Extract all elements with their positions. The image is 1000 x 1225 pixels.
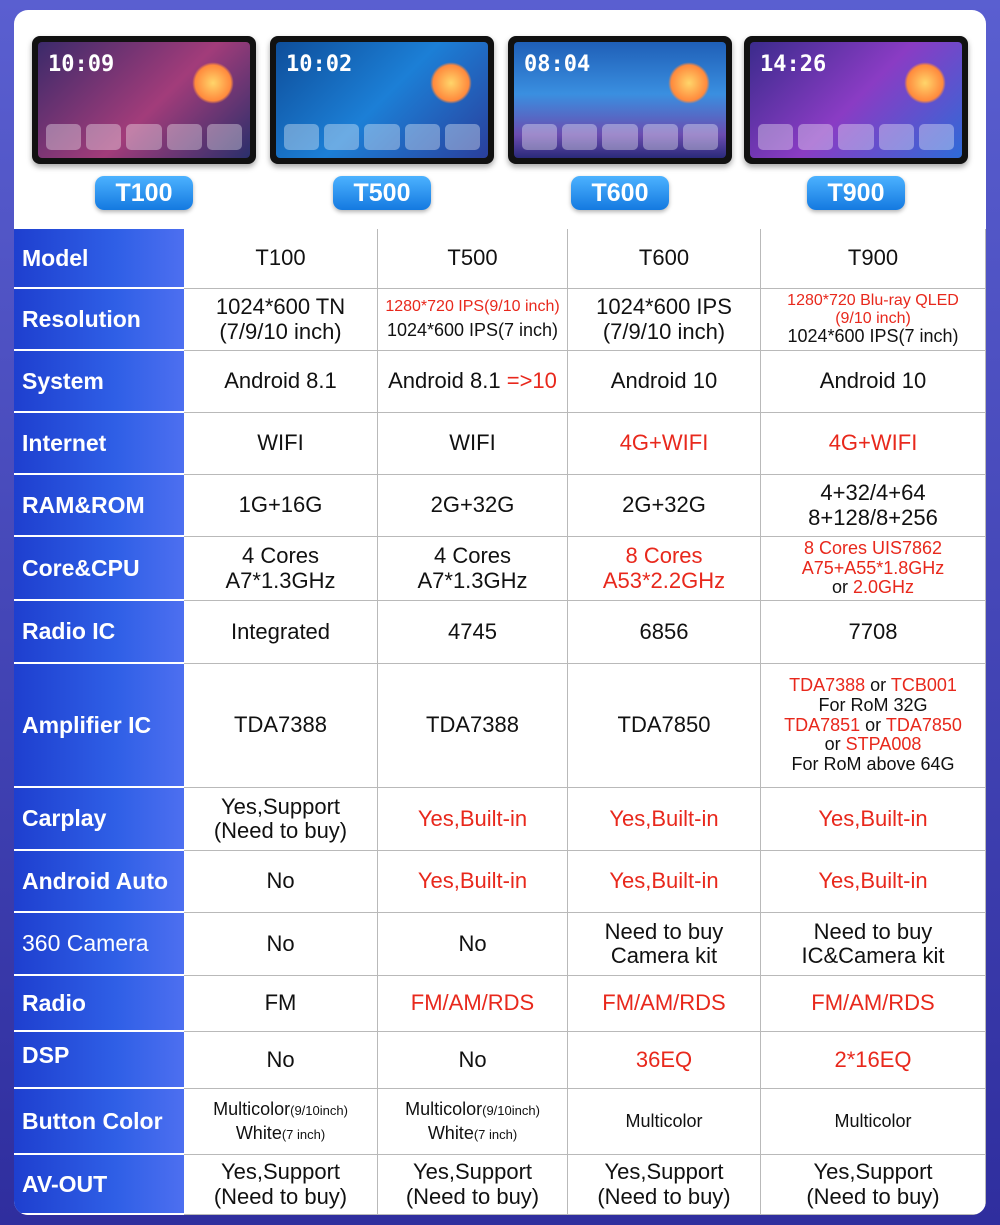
cell-text: Android 10 xyxy=(610,368,718,394)
cell-text: (7 inch) xyxy=(281,1126,326,1142)
row-label: DSP xyxy=(14,1032,184,1089)
cell-text: T100 xyxy=(255,245,306,271)
table-row xyxy=(14,601,986,664)
cell-text: T600 xyxy=(638,245,690,271)
table-row xyxy=(14,913,986,976)
cell-text: For RoM 32G xyxy=(818,694,928,715)
cell-text: No xyxy=(266,1046,295,1072)
head-unit-image xyxy=(270,36,494,164)
table-cell xyxy=(378,1155,568,1215)
row-label: Amplifier IC xyxy=(14,664,184,788)
table-cell xyxy=(378,351,568,413)
cell-text: Need to buy xyxy=(813,918,933,944)
table-cell xyxy=(761,851,986,913)
cell-text: Yes,Built-in xyxy=(417,805,528,831)
cell-text: (7/9/10 inch) xyxy=(219,318,342,344)
cell-text: Yes,Built-in xyxy=(417,868,528,894)
table-row xyxy=(14,289,986,351)
cell-text: 4 Cores xyxy=(241,543,320,569)
table-cell xyxy=(568,537,761,601)
row-label: AV-OUT xyxy=(14,1155,184,1215)
model-badge: T900 xyxy=(807,176,905,210)
table-cell xyxy=(761,601,986,664)
cell-text: TDA7851 xyxy=(784,714,861,735)
cell-text: TCB001 xyxy=(890,675,957,695)
cell-text: STPA008 xyxy=(845,734,922,755)
cell-text: 8 Cores xyxy=(625,543,703,569)
table-cell xyxy=(568,229,761,289)
product-header xyxy=(14,10,986,225)
cell-text: No xyxy=(266,930,295,956)
table-cell xyxy=(568,976,761,1032)
table-cell xyxy=(378,913,568,976)
table-cell xyxy=(761,1032,986,1089)
table-cell xyxy=(378,851,568,913)
cell-text: (Need to buy) xyxy=(597,1183,731,1209)
row-label: Button Color xyxy=(14,1089,184,1155)
cell-text: 1024*600 TN xyxy=(215,294,346,320)
model-badge: T600 xyxy=(571,176,669,210)
product-t500 xyxy=(270,36,494,226)
cell-text: 8 Cores UIS7862 xyxy=(803,537,943,558)
product-t900 xyxy=(744,36,968,226)
cell-text: 4+32/4+64 xyxy=(820,480,926,506)
head-unit-image xyxy=(508,36,732,164)
cell-text: (Need to buy) xyxy=(213,1183,348,1209)
cell-text: Multicolor xyxy=(625,1110,703,1131)
screen-graphic xyxy=(668,62,710,104)
comparison-card xyxy=(14,10,986,1215)
table-cell xyxy=(378,289,568,351)
cell-text: 1280*720 IPS(9/10 inch) xyxy=(385,297,560,315)
cell-text: (Need to buy) xyxy=(405,1183,540,1209)
table-cell xyxy=(568,788,761,851)
table-row xyxy=(14,1089,986,1155)
table-cell xyxy=(184,1032,378,1089)
head-unit-image xyxy=(744,36,968,164)
table-cell xyxy=(761,664,986,788)
table-cell xyxy=(378,601,568,664)
table-cell xyxy=(184,1155,378,1215)
cell-text: (Need to buy) xyxy=(806,1183,940,1209)
table-cell xyxy=(184,1089,378,1155)
row-label: RAM&ROM xyxy=(14,475,184,537)
table-row xyxy=(14,537,986,601)
cell-text: 7708 xyxy=(848,618,898,644)
table-cell xyxy=(761,475,986,537)
table-cell xyxy=(761,289,986,351)
table-cell xyxy=(761,913,986,976)
cell-text: 2G+32G xyxy=(430,492,515,518)
table-cell xyxy=(761,788,986,851)
table-cell xyxy=(378,976,568,1032)
cell-text: Multicolor xyxy=(405,1098,483,1119)
cell-text: T500 xyxy=(447,245,498,271)
cell-text: TDA7850 xyxy=(617,712,711,738)
cell-text: 4G+WIFI xyxy=(619,430,709,456)
cell-text: 1024*600 IPS(7 inch) xyxy=(787,326,959,347)
cell-text: or xyxy=(870,675,887,695)
cell-text: (9/10inch) xyxy=(290,1102,348,1118)
cell-text: 2G+32G xyxy=(622,492,706,518)
table-cell xyxy=(568,351,761,413)
cell-text: (Need to buy) xyxy=(213,818,348,843)
cell-text: A75+A55*1.8GHz xyxy=(801,557,945,578)
table-cell xyxy=(761,229,986,289)
table-cell xyxy=(568,851,761,913)
table-cell xyxy=(761,537,986,601)
cell-text: No xyxy=(266,868,295,894)
cell-text: A53*2.2GHz xyxy=(602,567,726,593)
table-cell xyxy=(761,976,986,1032)
cell-text: 2.0GHz xyxy=(853,577,915,598)
cell-text: Yes,Support xyxy=(220,793,341,819)
table-cell xyxy=(378,788,568,851)
cell-text: Android 8.1 xyxy=(224,368,337,394)
cell-text: WIFI xyxy=(257,430,304,456)
table-cell xyxy=(568,289,761,351)
cell-text: No xyxy=(458,930,487,956)
table-cell xyxy=(184,976,378,1032)
cell-text: Integrated xyxy=(230,618,331,644)
cell-text: Yes,Support xyxy=(220,1159,341,1185)
cell-text: 1280*720 Blu-ray QLED xyxy=(787,292,959,309)
table-cell xyxy=(568,664,761,788)
table-cell xyxy=(568,601,761,664)
cell-text: Yes,Built-in xyxy=(609,868,719,894)
screen-clock: 08:04 xyxy=(524,52,591,77)
cell-text: or xyxy=(831,577,848,598)
row-label: Android Auto xyxy=(14,851,184,913)
cell-text: (7/9/10 inch) xyxy=(602,318,726,344)
row-label: 360 Camera xyxy=(14,913,184,976)
table-row xyxy=(14,351,986,413)
table-cell xyxy=(568,475,761,537)
table-cell xyxy=(184,351,378,413)
table-cell xyxy=(184,289,378,351)
table-cell xyxy=(184,788,378,851)
table-cell xyxy=(378,1032,568,1089)
cell-text: White xyxy=(235,1122,282,1143)
table-cell xyxy=(184,537,378,601)
row-label: Radio xyxy=(14,976,184,1032)
table-row xyxy=(14,788,986,851)
table-cell xyxy=(378,537,568,601)
screen-clock: 10:09 xyxy=(48,52,115,77)
cell-text: (7 inch) xyxy=(473,1126,518,1142)
table-cell xyxy=(184,601,378,664)
cell-text: Yes,Built-in xyxy=(818,868,928,894)
cell-text: 4 Cores xyxy=(433,543,512,569)
cell-text: 4G+WIFI xyxy=(828,430,918,456)
table-cell xyxy=(378,475,568,537)
cell-text: TDA7850 xyxy=(885,714,962,735)
cell-text: (9/10 inch) xyxy=(835,309,911,327)
screen-graphic xyxy=(192,62,234,104)
row-label: Resolution xyxy=(14,289,184,351)
table-cell xyxy=(378,229,568,289)
cell-text: Yes,Built-in xyxy=(818,805,928,831)
cell-text: Yes,Support xyxy=(412,1159,533,1185)
row-label: Model xyxy=(14,229,184,289)
table-row xyxy=(14,1032,986,1089)
table-cell xyxy=(184,475,378,537)
row-label: Core&CPU xyxy=(14,537,184,601)
cell-text: Android 10 xyxy=(819,368,927,394)
screen-graphic xyxy=(430,62,472,104)
cell-text: Yes,Support xyxy=(813,1159,933,1185)
table-cell xyxy=(568,1089,761,1155)
cell-text: TDA7388 xyxy=(234,712,327,738)
cell-text: FM xyxy=(264,990,297,1016)
table-row xyxy=(14,976,986,1032)
cell-text: Need to buy xyxy=(604,918,724,944)
head-unit-image xyxy=(32,36,256,164)
table-row xyxy=(14,413,986,475)
cell-text: 2*16EQ xyxy=(834,1046,912,1072)
product-t100 xyxy=(32,36,256,226)
cell-text: (9/10inch) xyxy=(482,1102,540,1118)
cell-text: or xyxy=(865,714,882,735)
cell-text: No xyxy=(458,1046,487,1072)
cell-text: 36EQ xyxy=(635,1046,693,1072)
cell-text: T900 xyxy=(847,245,899,271)
table-cell xyxy=(568,1155,761,1215)
cell-text: Yes,Support xyxy=(604,1159,724,1185)
cell-text: Camera kit xyxy=(610,943,718,968)
table-cell xyxy=(568,413,761,475)
cell-text: FM/AM/RDS xyxy=(410,990,535,1016)
cell-text: or xyxy=(824,734,841,755)
table-cell xyxy=(184,851,378,913)
table-cell xyxy=(761,351,986,413)
table-row xyxy=(14,475,986,537)
table-cell xyxy=(761,1155,986,1215)
cell-text: TDA7388 xyxy=(789,675,866,695)
cell-text: 6856 xyxy=(639,618,689,644)
table-row xyxy=(14,664,986,788)
row-label: Radio IC xyxy=(14,601,184,664)
table-cell xyxy=(184,664,378,788)
screen-clock: 10:02 xyxy=(286,52,353,77)
table-cell xyxy=(761,413,986,475)
row-label: Carplay xyxy=(14,788,184,851)
table-cell xyxy=(184,913,378,976)
table-cell xyxy=(184,229,378,289)
cell-text: Multicolor xyxy=(213,1098,291,1119)
cell-text: WIFI xyxy=(449,430,496,456)
screen-graphic xyxy=(904,62,946,104)
cell-text: =>10 xyxy=(506,368,557,394)
cell-text: 1024*600 IPS xyxy=(596,294,732,320)
table-cell xyxy=(378,413,568,475)
cell-text: FM/AM/RDS xyxy=(811,990,935,1016)
table-cell xyxy=(568,913,761,976)
cell-text: 8+128/8+256 xyxy=(808,504,938,530)
row-label: System xyxy=(14,351,184,413)
product-t600 xyxy=(508,36,732,226)
table-cell xyxy=(378,1089,568,1155)
table-cell xyxy=(568,1032,761,1089)
table-row xyxy=(14,851,986,913)
cell-text: White xyxy=(427,1122,474,1143)
cell-text: Yes,Built-in xyxy=(609,805,719,831)
cell-text: 1024*600 IPS(7 inch) xyxy=(386,320,559,341)
cell-text: For RoM above 64G xyxy=(791,754,955,775)
cell-text: A7*1.3GHz xyxy=(225,567,336,593)
table-row xyxy=(14,1155,986,1215)
table-cell xyxy=(378,664,568,788)
table-cell xyxy=(761,1089,986,1155)
cell-text: TDA7388 xyxy=(426,712,519,738)
screen-clock: 14:26 xyxy=(760,52,827,77)
cell-text: 4745 xyxy=(448,618,497,644)
cell-text: Android 8.1 xyxy=(388,368,501,394)
cell-text: FM/AM/RDS xyxy=(602,990,726,1016)
model-badge: T500 xyxy=(333,176,431,210)
row-label: Internet xyxy=(14,413,184,475)
cell-text: A7*1.3GHz xyxy=(417,567,528,593)
model-badge: T100 xyxy=(95,176,193,210)
cell-text: IC&Camera kit xyxy=(801,943,945,968)
cell-text: 1G+16G xyxy=(238,492,323,518)
table-row xyxy=(14,229,986,289)
table-cell xyxy=(184,413,378,475)
cell-text: Multicolor xyxy=(834,1110,912,1131)
